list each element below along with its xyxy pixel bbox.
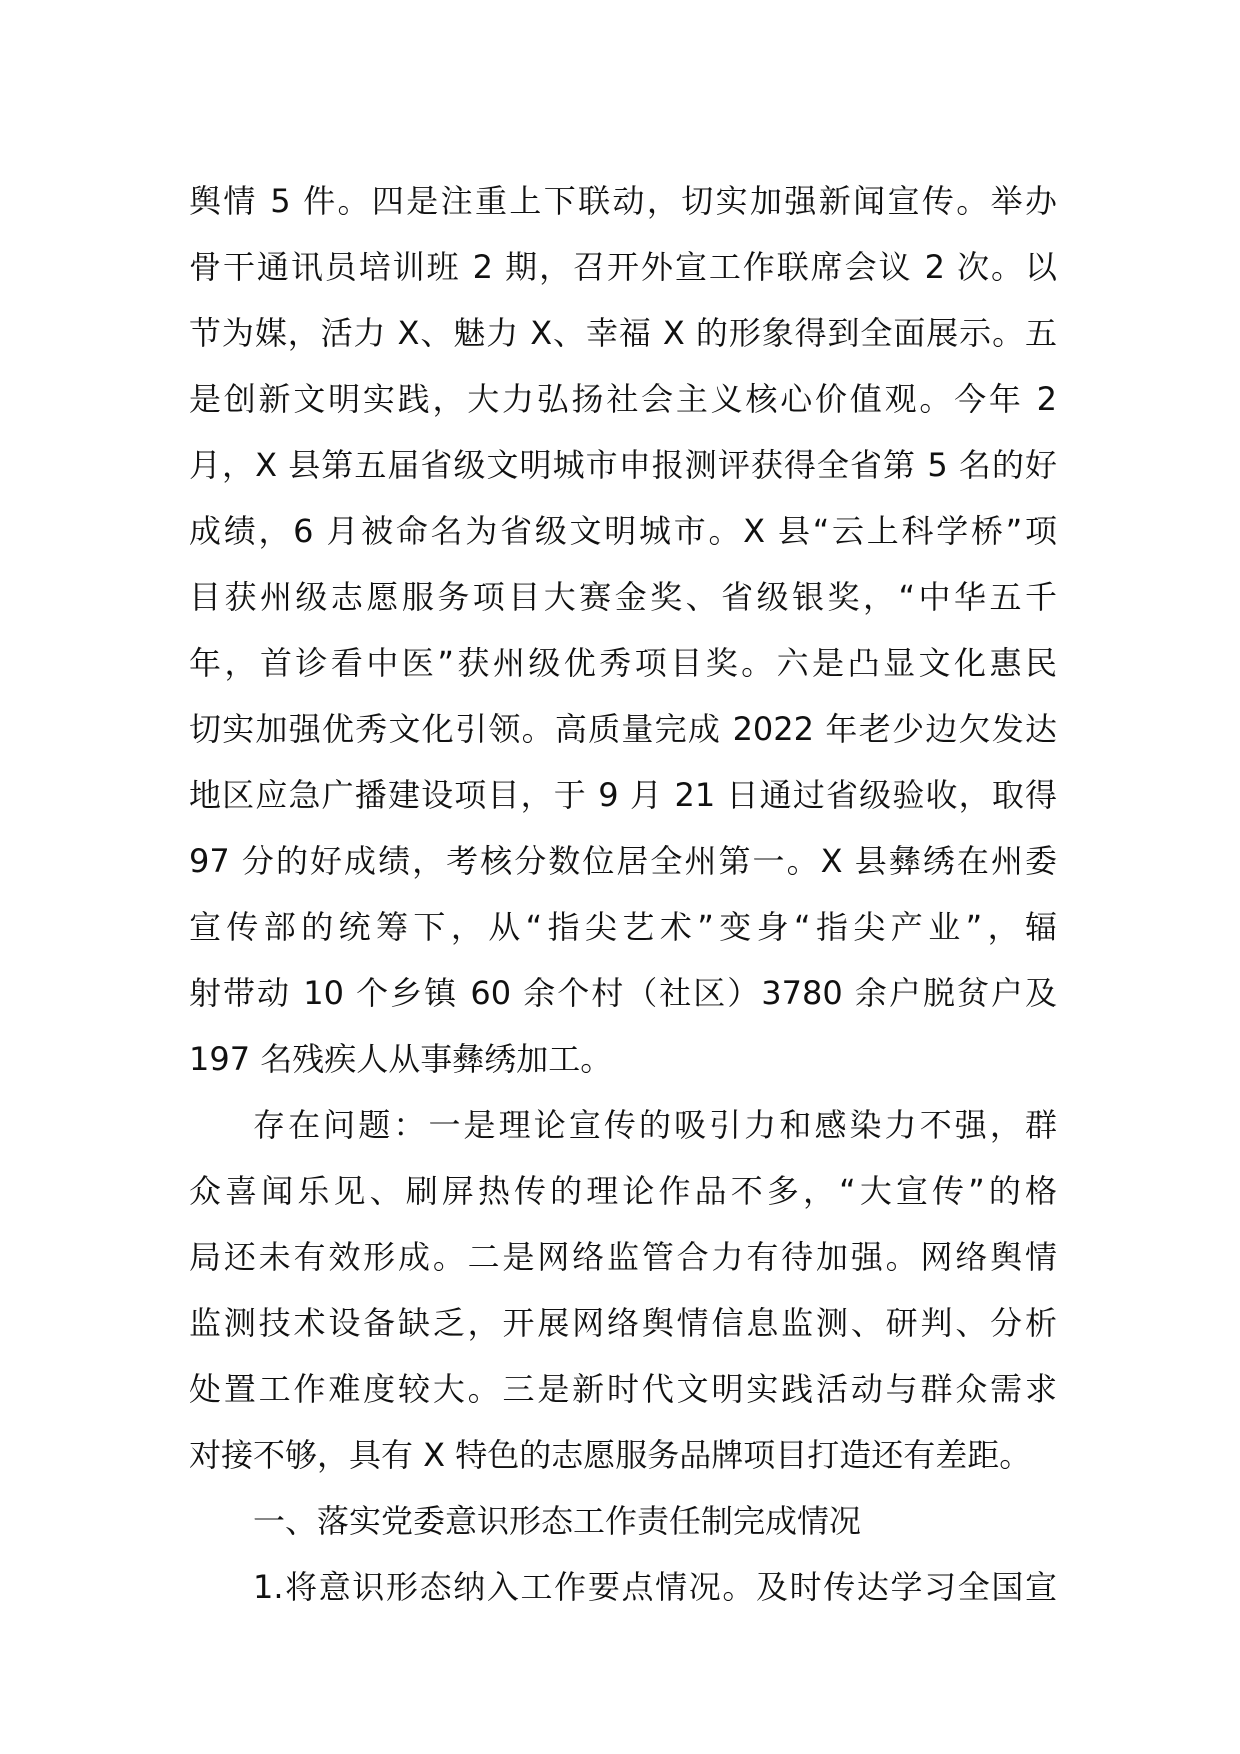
text-line: 切实加强优秀文化引领。高质量完成 2022 年老少边欠发达 xyxy=(189,710,1057,748)
text-line: 众喜闻乐见、刷屏热传的理论作品不多，“大宣传”的格 xyxy=(189,1172,1057,1210)
text-line: 目获州级志愿服务项目大赛金奖、省级银奖，“中华五千 xyxy=(189,578,1057,616)
text-line: 97 分的好成绩，考核分数位居全州第一。X 县彝绣在州委 xyxy=(189,842,1057,880)
text-line: 对接不够，具有 X 特色的志愿服务品牌项目打造还有差距。 xyxy=(189,1436,1032,1474)
paragraph-item-1 xyxy=(189,1554,1057,1620)
text-line: 节为媒，活力 X、魅力 X、幸福 X 的形象得到全面展示。五 xyxy=(189,314,1057,352)
heading-text: 一、落实党委意识形态工作责任制完成情况 xyxy=(253,1502,862,1540)
text-line: 舆情 5 件。四是注重上下联动，切实加强新闻宣传。举办 xyxy=(189,182,1057,220)
text-line: 地区应急广播建设项目，于 9 月 21 日通过省级验收，取得 xyxy=(189,776,1057,814)
text-line: 局还未有效形成。二是网络监管合力有待加强。网络舆情 xyxy=(189,1238,1057,1276)
text-line: 射带动 10 个乡镇 60 余个村（社区）3780 余户脱贫户及 xyxy=(189,974,1057,1012)
text-line: 197 名残疾人从事彝绣加工。 xyxy=(189,1040,613,1078)
paragraph-achievements xyxy=(189,168,1057,1092)
section-heading xyxy=(189,1488,1057,1554)
paragraph-existing-problems xyxy=(189,1092,1057,1488)
text-line: 1.将意识形态纳入工作要点情况。及时传达学习全国宣 xyxy=(253,1568,1057,1606)
text-line: 是创新文明实践，大力弘扬社会主义核心价值观。今年 2 xyxy=(189,380,1057,418)
text-line: 年，首诊看中医”获州级优秀项目奖。六是凸显文化惠民 xyxy=(189,644,1057,682)
text-line: 宣传部的统筹下，从“指尖艺术”变身“指尖产业”，辐 xyxy=(189,908,1057,946)
text-line: 处置工作难度较大。三是新时代文明实践活动与群众需求 xyxy=(189,1370,1057,1408)
text-line: 骨干通讯员培训班 2 期，召开外宣工作联席会议 2 次。以 xyxy=(189,248,1057,286)
text-line: 存在问题：一是理论宣传的吸引力和感染力不强，群 xyxy=(253,1106,1057,1144)
document-page xyxy=(189,168,1057,1620)
text-line: 月，X 县第五届省级文明城市申报测评获得全省第 5 名的好 xyxy=(189,446,1057,484)
text-line: 监测技术设备缺乏，开展网络舆情信息监测、研判、分析 xyxy=(189,1304,1057,1342)
text-line: 成绩，6 月被命名为省级文明城市。X 县“云上科学桥”项 xyxy=(189,512,1057,550)
